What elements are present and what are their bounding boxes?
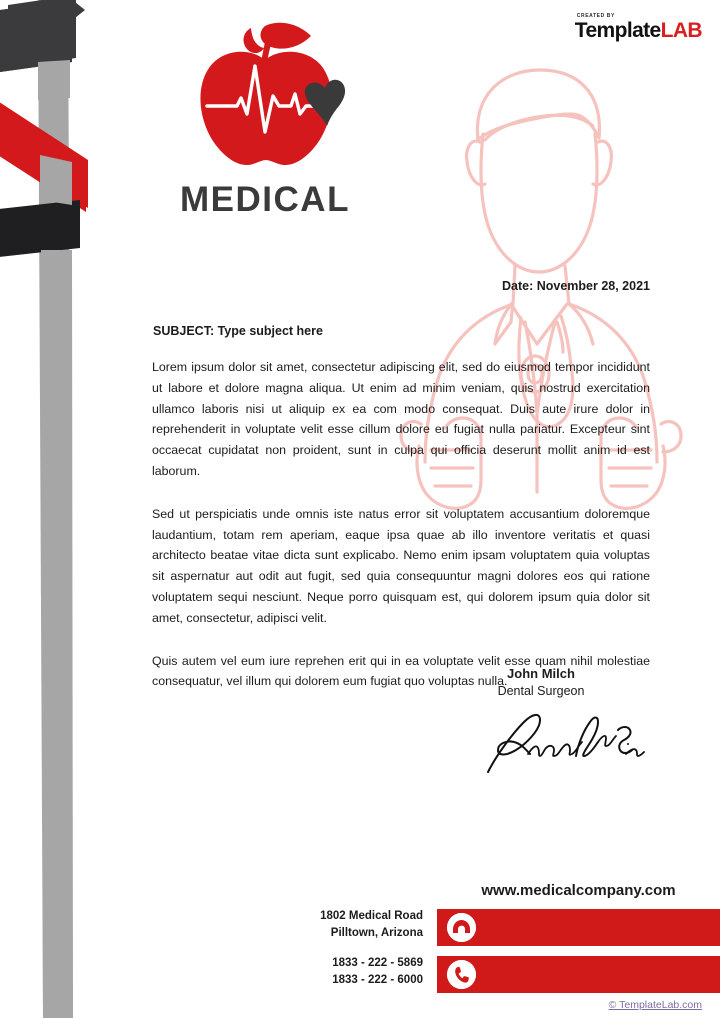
letter-date: Date: November 28, 2021 xyxy=(502,279,650,293)
home-icon xyxy=(447,913,476,942)
brand-wordmark: MEDICAL xyxy=(180,180,350,219)
footer-address-bar xyxy=(437,909,720,946)
left-ribbon-decoration xyxy=(0,0,120,1018)
letter-body xyxy=(152,357,650,692)
ribbon-graphic xyxy=(0,0,120,1018)
handwritten-signature-icon xyxy=(478,704,648,774)
address-line: 1802 Medical Road xyxy=(320,910,423,922)
signature-block xyxy=(430,666,652,774)
brand-logo-block xyxy=(150,18,380,220)
templatelab-wordmark xyxy=(575,20,702,41)
footer-address xyxy=(253,908,423,942)
phone-icon xyxy=(447,960,476,989)
body-paragraph: Quis autem vel eum iure reprehen erit qui in ea voluptate velit esse quam nihil molestiae consequatur, vel illum qui dolorem eum fugiat quo voluptas nulla. xyxy=(152,653,650,689)
signer-name: John Milch xyxy=(507,666,575,681)
templatelab-word-template: Template xyxy=(574,19,661,42)
letter-subject[interactable]: SUBJECT: Type subject here xyxy=(153,324,323,338)
phone-line: 1833 - 222 - 5869 xyxy=(332,957,423,969)
apple-heartbeat-heart-icon xyxy=(173,18,358,178)
templatelab-word-lab: LAB xyxy=(660,19,702,42)
signer-role: Dental Surgeon xyxy=(497,684,585,698)
phone-line: 1833 - 222 - 6000 xyxy=(332,974,423,986)
body-paragraph: Lorem ipsum dolor sit amet, consectetur adipiscing elit, sed do eiusmod tempor incididunt ut labore et dolore magna aliqua. Ut enim ad minim veniam, quis nostrud exercitation ullamco laboris nisi ut aliquip ex ea com modo consequat. Duis aute irure dolor in reprehenderit in voluptate velit esse cillum dolore eu fugiat nulla pariatur. Excepteur sint occaecat cupidatat non proident, sunt in culpa qui officia deserunt mollit anim id est laborum. xyxy=(152,360,650,478)
body-paragraph: Sed ut perspiciatis unde omnis iste natus error sit voluptatem accusantium doloremque laudantium, totam rem aperiam, eaque ipsa quae ab illo inventore veritatis et quasi architecto beatae vitae dicta sunt explicabo. Nemo enim ipsam voluptatem quia voluptas sit aspernatur aut odit aut fugit, sed quia consequuntur magni dolores eos qui ratione voluptatem sequi nesciunt. Neque porro quisquam est, qui dolorem ipsum quia dolor sit amet, consectetur, adipisci velit. xyxy=(152,506,650,625)
footer-website[interactable]: www.medicalcompany.com xyxy=(481,882,676,899)
footer-phone-numbers xyxy=(253,955,423,989)
templatelab-credit-link[interactable]: © TemplateLab.com xyxy=(608,999,702,1011)
address-line: Pilltown, Arizona xyxy=(330,927,423,939)
created-by-label: CREATED BY xyxy=(576,13,615,19)
templatelab-badge[interactable] xyxy=(575,14,702,41)
footer-phone-bar xyxy=(437,956,720,993)
